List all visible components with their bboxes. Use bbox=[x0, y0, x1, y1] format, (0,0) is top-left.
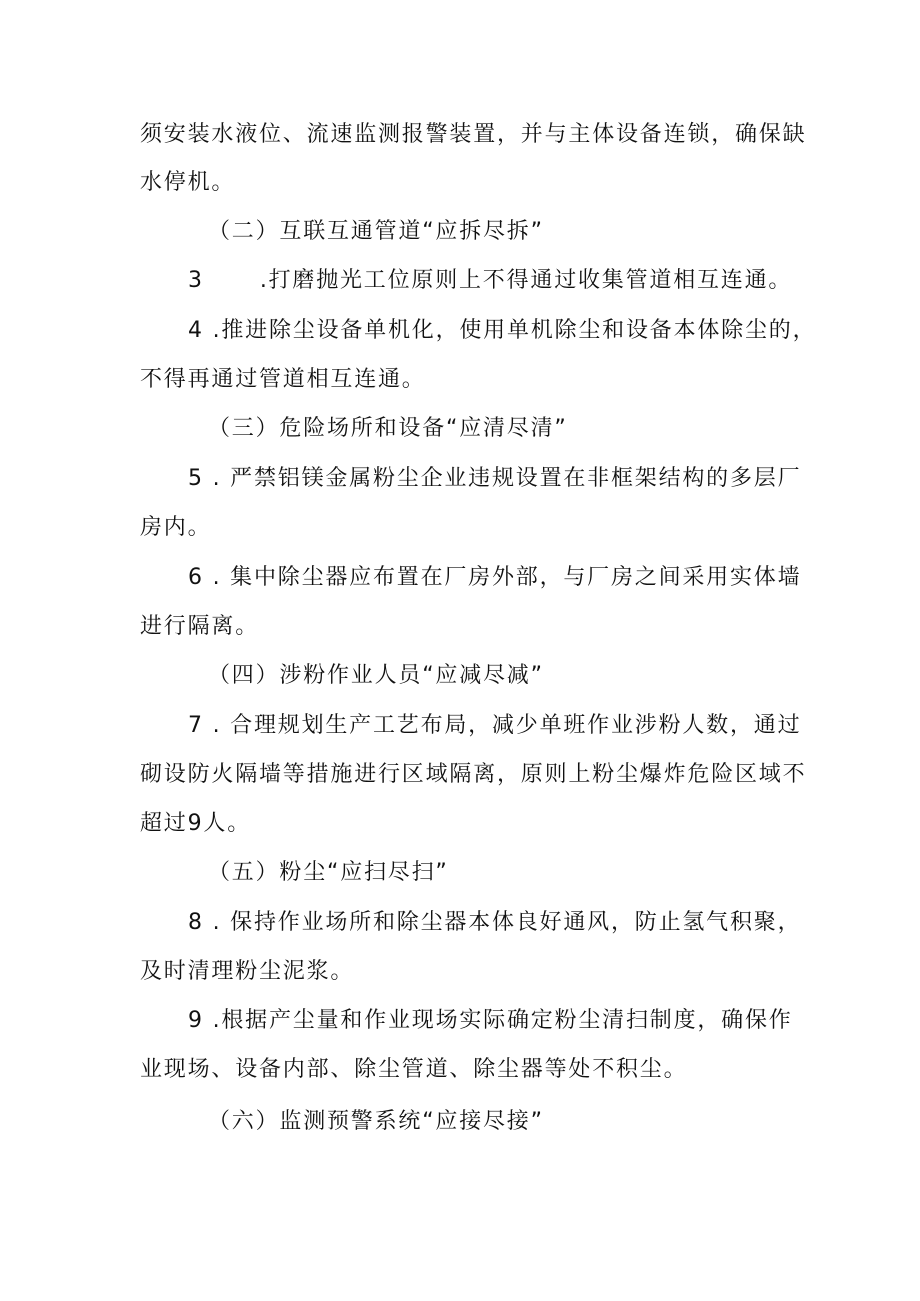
paragraph-line: 及时清理粉尘泥浆。 bbox=[140, 959, 355, 984]
section-heading: （三）危险场所和设备“应清尽清” bbox=[208, 416, 568, 441]
paragraph-line: 6 . 集中除尘器应布置在厂房外部，与厂房之间采用实体墙 bbox=[188, 565, 802, 590]
paragraph-line: 业现场、设备内部、除尘管道、除尘器等处不积尘。 bbox=[140, 1057, 688, 1082]
paragraph-line: 5 . 严禁铝镁金属粉尘企业违规设置在非框架结构的多层厂 bbox=[188, 466, 802, 491]
paragraph-line: 房内。 bbox=[140, 515, 212, 540]
section-heading: （四）涉粉作业人员“应减尽减” bbox=[208, 663, 544, 688]
paragraph-line: 7 . 合理规划生产工艺布局，减少单班作业涉粉人数，通过 bbox=[188, 713, 802, 738]
item-text: .打磨抛光工位原则上不得通过收集管道相互连通。 bbox=[259, 268, 793, 293]
paragraph-line: 砌设防火隔墙等措施进行区域隔离，原则上粉尘爆炸危险区域不 bbox=[140, 762, 807, 787]
paragraph-line: 超过9人。 bbox=[140, 811, 251, 836]
paragraph-line: 8 . 保持作业场所和除尘器本体良好通风，防止氢气积聚， bbox=[188, 910, 802, 935]
paragraph-line: 进行隔离。 bbox=[140, 614, 260, 639]
paragraph-line: 须安装水液位、流速监测报警装置，并与主体设备连锁，确保缺 bbox=[140, 122, 807, 147]
section-heading: （二）互联互通管道“应拆尽拆” bbox=[208, 219, 544, 244]
paragraph-line: 水停机。 bbox=[140, 170, 236, 195]
paragraph-line: 4 .推进除尘设备单机化，使用单机除尘和设备本体除尘的， bbox=[188, 318, 817, 343]
list-item-3 bbox=[188, 266, 792, 296]
item-number: 3 bbox=[188, 268, 204, 293]
section-heading: （六）监测预警系统“应接尽接” bbox=[208, 1109, 544, 1134]
paragraph-line: 不得再通过管道相互连通。 bbox=[140, 367, 426, 392]
section-heading: （五）粉尘“应扫尽扫” bbox=[208, 860, 449, 885]
paragraph-line: 9 .根据产尘量和作业现场实际确定粉尘清扫制度，确保作 bbox=[188, 1008, 793, 1033]
